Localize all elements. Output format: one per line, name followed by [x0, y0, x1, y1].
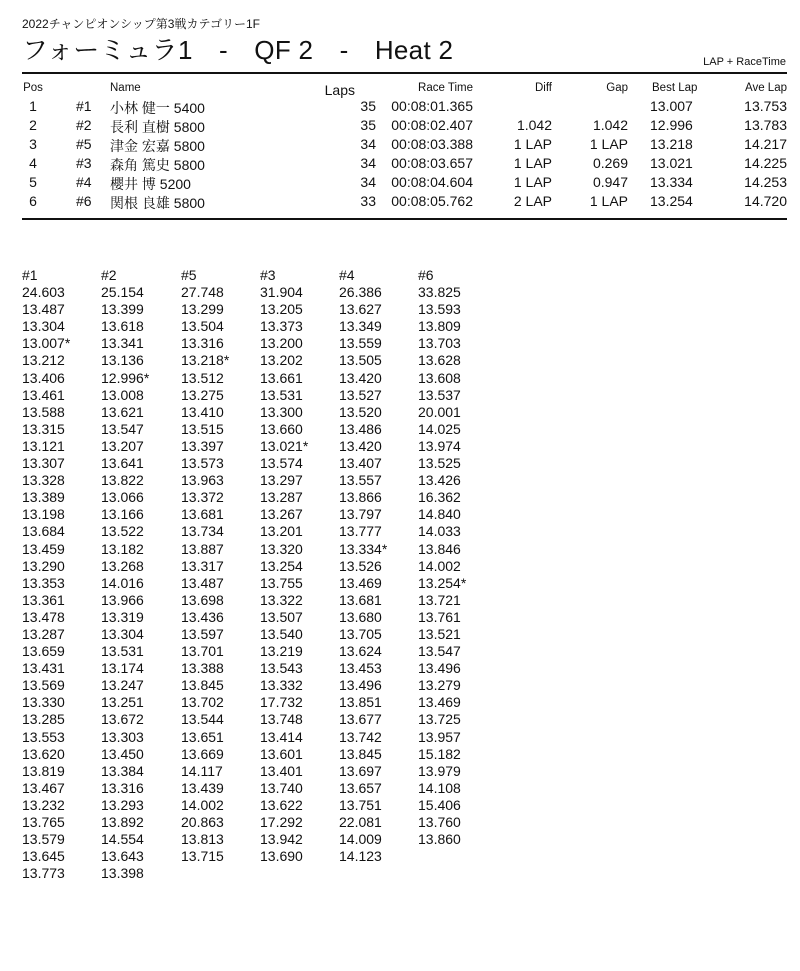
lap-time: 13.353	[22, 574, 65, 591]
lap-time: 13.328	[22, 472, 65, 489]
result-gap: 1.042	[592, 117, 628, 133]
lap-time: 13.979	[418, 762, 461, 779]
lap-time: 13.290	[22, 557, 65, 574]
lap-time: 13.822	[101, 472, 144, 489]
lap-time: 13.797	[339, 506, 382, 523]
lap-time: 13.268	[101, 557, 144, 574]
lap-time: 13.303	[101, 728, 144, 745]
lap-time: 13.621	[101, 403, 144, 420]
header-divider	[22, 72, 787, 74]
lap-time: 13.531	[260, 386, 303, 403]
lap-time: 13.300	[260, 403, 303, 420]
lap-time: 13.202	[260, 352, 303, 369]
result-gap: 0.947	[592, 174, 628, 190]
lap-time: 13.486	[339, 420, 382, 437]
lap-time: 13.372	[181, 489, 224, 506]
lap-time: 13.166	[101, 506, 144, 523]
lap-time: 13.320	[260, 540, 303, 557]
lap-time: 13.469	[418, 694, 461, 711]
lap-time: 13.459	[22, 540, 65, 557]
lap-time: 13.527	[339, 386, 382, 403]
lap-time: 13.453	[339, 660, 382, 677]
table-row	[22, 155, 787, 174]
lap-time: 13.680	[339, 608, 382, 625]
lap-time: 14.554	[101, 831, 144, 848]
lap-time: 13.974	[418, 437, 461, 454]
lap-time: 13.819	[22, 762, 65, 779]
lap-time: 13.659	[22, 643, 65, 660]
lap-time: 13.765	[22, 814, 65, 830]
result-pos: 3	[29, 136, 37, 152]
result-kart-number: #5	[76, 136, 92, 152]
lap-time: 13.212	[22, 352, 65, 369]
lap-time: 13.297	[260, 472, 303, 489]
lap-time: 13.205	[260, 301, 303, 318]
lap-time: 13.579	[22, 831, 65, 848]
lap-time: 13.681	[181, 506, 224, 523]
table-row	[22, 98, 787, 117]
result-laps: 35	[360, 117, 376, 133]
lap-time: 13.851	[339, 694, 382, 711]
lap-time: 13.401	[260, 762, 303, 779]
lap-time: 13.299	[181, 301, 224, 318]
lap-time: 13.414	[260, 728, 303, 745]
result-diff: 1 LAP	[513, 174, 552, 190]
result-best-lap: 13.254	[650, 193, 693, 209]
lap-time: 13.361	[22, 591, 65, 608]
lap-time: 13.287	[22, 625, 65, 642]
lap-time: 20.001	[418, 403, 461, 420]
event-subtitle: 2022チャンピオンシップ第3戦カテゴリー1F	[22, 17, 260, 31]
lap-time: 33.825	[418, 284, 461, 301]
result-pos: 5	[29, 174, 37, 190]
lap-time: 13.487	[181, 574, 224, 591]
lap-time: 13.207	[101, 437, 144, 454]
lap-time: 13.721	[418, 591, 461, 608]
result-race-time: 00:08:03.388	[391, 136, 473, 152]
results-divider	[22, 218, 787, 220]
lap-time: 13.330	[22, 694, 65, 711]
lap-time: 14.009	[339, 831, 382, 848]
lap-time: 13.267	[260, 506, 303, 523]
lap-time: 14.033	[418, 523, 461, 540]
lap-time: 13.341	[101, 335, 144, 352]
lap-time: 13.293	[101, 796, 144, 813]
result-laps: 34	[360, 174, 376, 190]
lap-time: 13.431	[22, 660, 65, 677]
result-kart-number: #2	[76, 117, 92, 133]
lap-time: 13.703	[418, 335, 461, 352]
result-race-time: 00:08:02.407	[391, 117, 473, 133]
column-header-laps: Laps	[324, 82, 355, 98]
lap-time: 13.287	[260, 489, 303, 506]
result-pos: 2	[29, 117, 37, 133]
lap-time: 13.136	[101, 352, 144, 369]
lap-time: 13.420	[339, 437, 382, 454]
lap-time: 13.773	[22, 865, 65, 882]
lap-time: 13.966	[101, 591, 144, 608]
lap-time: 13.332	[260, 677, 303, 694]
column-header-gap: Gap	[606, 82, 628, 94]
lap-time: 13.957	[418, 728, 461, 745]
result-diff: 2 LAP	[513, 193, 552, 209]
lap-time: 13.279	[418, 677, 461, 694]
lap-time: 15.406	[418, 796, 461, 813]
result-ave-lap: 14.225	[744, 155, 787, 171]
lap-time: 13.669	[181, 745, 224, 762]
column-header-best-lap: Best Lap	[652, 82, 698, 94]
lap-time: 13.315	[22, 420, 65, 437]
result-ave-lap: 14.720	[744, 193, 787, 209]
lap-time: 13.201	[260, 523, 303, 540]
result-gap: 0.269	[592, 155, 628, 171]
lap-time: 13.316	[101, 779, 144, 796]
lap-time: 13.681	[339, 591, 382, 608]
lap-time: 22.081	[339, 814, 382, 830]
result-pos: 6	[29, 193, 37, 209]
lap-time: 16.362	[418, 489, 461, 506]
lap-time: 13.531	[101, 643, 144, 660]
lap-time: 13.755	[260, 574, 303, 591]
lap-time: 13.544	[181, 711, 224, 728]
lap-time: 13.547	[418, 643, 461, 660]
lap-time: 13.813	[181, 831, 224, 848]
result-race-time: 00:08:03.657	[391, 155, 473, 171]
lap-time: 13.410	[181, 403, 224, 420]
lap-column	[101, 267, 181, 882]
result-pos: 1	[29, 98, 37, 114]
lap-time: 13.021*	[260, 437, 309, 454]
lap-time: 13.601	[260, 745, 303, 762]
lap-time: 13.275	[181, 386, 224, 403]
lap-time: 13.349	[339, 318, 382, 335]
lap-time: 13.219	[260, 643, 303, 660]
lap-time: 13.543	[260, 660, 303, 677]
result-laps: 35	[360, 98, 376, 114]
lap-time: 13.389	[22, 489, 65, 506]
lap-column-header: #2	[101, 267, 117, 283]
lap-time: 14.840	[418, 506, 461, 523]
lap-time: 13.715	[181, 848, 224, 865]
lap-time: 13.504	[181, 318, 224, 335]
result-race-time: 00:08:01.365	[391, 98, 473, 114]
lap-time: 13.254	[260, 557, 303, 574]
lap-time: 13.521	[418, 625, 461, 642]
lap-time: 13.547	[101, 420, 144, 437]
lap-time: 13.661	[260, 369, 303, 386]
result-kart-number: #4	[76, 174, 92, 190]
lap-time: 13.777	[339, 523, 382, 540]
lap-time: 13.553	[22, 728, 65, 745]
lap-time: 13.573	[181, 455, 224, 472]
result-best-lap: 13.007	[650, 98, 693, 114]
column-header-pos: Pos	[23, 82, 43, 94]
lap-time: 13.420	[339, 369, 382, 386]
result-ave-lap: 13.753	[744, 98, 787, 114]
result-driver-name: 櫻井 博 5200	[110, 176, 191, 192]
result-driver-name: 関根 良雄 5800	[110, 195, 205, 211]
lap-time: 13.845	[181, 677, 224, 694]
lap-time: 13.748	[260, 711, 303, 728]
lap-time: 14.108	[418, 779, 461, 796]
lap-time: 31.904	[260, 284, 303, 301]
result-race-time: 00:08:04.604	[391, 174, 473, 190]
lap-time: 13.285	[22, 711, 65, 728]
lap-time: 13.942	[260, 831, 303, 848]
result-laps: 34	[360, 136, 376, 152]
lap-column-header: #6	[418, 267, 434, 283]
lap-column	[22, 267, 102, 882]
lap-time: 13.469	[339, 574, 382, 591]
lap-time: 13.218*	[181, 352, 230, 369]
lap-time: 13.317	[181, 557, 224, 574]
lap-time: 13.620	[22, 745, 65, 762]
lap-time: 13.618	[101, 318, 144, 335]
lap-time: 14.025	[418, 420, 461, 437]
lap-time: 13.845	[339, 745, 382, 762]
lap-time: 15.182	[418, 745, 461, 762]
lap-time: 14.016	[101, 574, 144, 591]
lap-time: 24.603	[22, 284, 65, 301]
result-gap: 1 LAP	[589, 193, 628, 209]
lap-column	[181, 267, 261, 865]
lap-time: 13.254*	[418, 574, 467, 591]
lap-time: 13.450	[101, 745, 144, 762]
lap-time: 13.373	[260, 318, 303, 335]
lap-time: 13.507	[260, 608, 303, 625]
result-driver-name: 長利 直樹 5800	[110, 119, 205, 135]
lap-time: 13.608	[418, 369, 461, 386]
lap-time: 13.512	[181, 369, 224, 386]
lap-time: 13.660	[260, 420, 303, 437]
lap-time: 13.399	[101, 301, 144, 318]
lap-time: 13.702	[181, 694, 224, 711]
lap-time: 13.569	[22, 677, 65, 694]
lap-time: 13.496	[339, 677, 382, 694]
lap-time: 13.008	[101, 386, 144, 403]
lap-time: 13.525	[418, 455, 461, 472]
result-driver-name: 小林 健一 5400	[110, 100, 205, 116]
lap-time: 13.487	[22, 301, 65, 318]
results-header-row	[22, 82, 787, 98]
lap-time: 13.734	[181, 523, 224, 540]
lap-time: 13.697	[339, 762, 382, 779]
result-race-time: 00:08:05.762	[391, 193, 473, 209]
lap-time: 13.740	[260, 779, 303, 796]
lap-column	[260, 267, 340, 865]
table-row	[22, 117, 787, 136]
lap-time: 13.461	[22, 386, 65, 403]
result-best-lap: 13.218	[650, 136, 693, 152]
result-driver-name: 津金 宏嘉 5800	[110, 138, 205, 154]
lap-time: 13.651	[181, 728, 224, 745]
lap-time: 13.624	[339, 643, 382, 660]
result-driver-name: 森角 篤史 5800	[110, 157, 205, 173]
lap-time: 13.200	[260, 335, 303, 352]
lap-time: 13.439	[181, 779, 224, 796]
lap-time: 13.846	[418, 540, 461, 557]
lap-time: 27.748	[181, 284, 224, 301]
column-header-diff: Diff	[534, 82, 552, 94]
lap-time: 17.292	[260, 814, 303, 830]
lap-time: 13.892	[101, 814, 144, 830]
lap-time: 13.307	[22, 455, 65, 472]
lap-time: 13.316	[181, 335, 224, 352]
lap-time: 13.174	[101, 660, 144, 677]
lap-time: 13.645	[22, 848, 65, 865]
result-best-lap: 13.021	[650, 155, 693, 171]
result-best-lap: 13.334	[650, 174, 693, 190]
lap-time: 14.002	[181, 796, 224, 813]
result-kart-number: #1	[76, 98, 92, 114]
lap-time: 13.672	[101, 711, 144, 728]
result-ave-lap: 13.783	[744, 117, 787, 133]
column-header-ave-lap: Ave Lap	[745, 82, 787, 94]
lap-time: 13.478	[22, 608, 65, 625]
lap-time: 13.751	[339, 796, 382, 813]
lap-time: 13.690	[260, 848, 303, 865]
lap-time: 13.963	[181, 472, 224, 489]
result-diff: 1 LAP	[513, 136, 552, 152]
lap-time: 13.319	[101, 608, 144, 625]
lap-time: 17.732	[260, 694, 303, 711]
lap-time: 13.407	[339, 455, 382, 472]
table-row	[22, 193, 787, 212]
lap-time: 13.760	[418, 814, 461, 830]
lap-time: 13.809	[418, 318, 461, 335]
lap-time: 13.304	[101, 625, 144, 642]
lap-time: 13.593	[418, 301, 461, 318]
lap-time: 13.677	[339, 711, 382, 728]
lap-time: 26.386	[339, 284, 382, 301]
lap-time: 13.887	[181, 540, 224, 557]
result-kart-number: #6	[76, 193, 92, 209]
lap-column-header: #4	[339, 267, 355, 283]
results-table	[22, 82, 787, 212]
lap-time: 13.406	[22, 369, 65, 386]
result-pos: 4	[29, 155, 37, 171]
lap-time: 13.398	[101, 865, 144, 882]
result-laps: 33	[360, 193, 376, 209]
lap-time: 13.007*	[22, 335, 71, 352]
result-diff: 1 LAP	[513, 155, 552, 171]
table-row	[22, 174, 787, 193]
lap-time: 13.426	[418, 472, 461, 489]
result-gap: 1 LAP	[589, 136, 628, 152]
lap-column	[339, 267, 419, 865]
timing-mode-label: LAP + RaceTime	[703, 56, 786, 68]
lap-time: 13.496	[418, 660, 461, 677]
lap-column-header: #3	[260, 267, 276, 283]
result-best-lap: 12.996	[650, 117, 693, 133]
lap-time: 13.698	[181, 591, 224, 608]
lap-column-header: #1	[22, 267, 38, 283]
lap-time: 13.557	[339, 472, 382, 489]
result-ave-lap: 14.253	[744, 174, 787, 190]
lap-time: 13.761	[418, 608, 461, 625]
lap-time: 13.232	[22, 796, 65, 813]
lap-time: 14.117	[181, 762, 223, 779]
lap-time: 13.684	[22, 523, 65, 540]
lap-time: 20.863	[181, 814, 224, 830]
lap-time: 13.182	[101, 540, 144, 557]
result-diff: 1.042	[516, 117, 552, 133]
lap-time: 13.247	[101, 677, 144, 694]
lap-time: 13.251	[101, 694, 144, 711]
lap-time: 13.322	[260, 591, 303, 608]
lap-time: 13.304	[22, 318, 65, 335]
lap-time: 13.622	[260, 796, 303, 813]
lap-time: 13.588	[22, 403, 65, 420]
lap-time: 13.628	[418, 352, 461, 369]
lap-time: 13.701	[181, 643, 224, 660]
lap-time: 13.725	[418, 711, 461, 728]
lap-time: 13.574	[260, 455, 303, 472]
lap-time: 13.705	[339, 625, 382, 642]
lap-time: 13.384	[101, 762, 144, 779]
lap-time: 13.397	[181, 437, 224, 454]
lap-time: 13.198	[22, 506, 65, 523]
lap-time: 13.597	[181, 625, 224, 642]
lap-time: 13.334*	[339, 540, 388, 557]
result-ave-lap: 14.217	[744, 136, 787, 152]
lap-time: 13.520	[339, 403, 382, 420]
lap-time: 13.121	[22, 437, 65, 454]
lap-time: 13.467	[22, 779, 65, 796]
column-header-name: Name	[110, 82, 141, 94]
lap-time: 13.559	[339, 335, 382, 352]
page-title: フォーミュラ1 - QF 2 - Heat 2	[22, 35, 454, 65]
lap-time: 13.860	[418, 831, 461, 848]
lap-column	[418, 267, 498, 848]
lap-time: 12.996*	[101, 369, 150, 386]
lap-time: 13.522	[101, 523, 144, 540]
lap-time: 13.526	[339, 557, 382, 574]
lap-time: 13.515	[181, 420, 224, 437]
lap-time: 13.505	[339, 352, 382, 369]
lap-time: 13.540	[260, 625, 303, 642]
result-laps: 34	[360, 155, 376, 171]
lap-time: 13.066	[101, 489, 144, 506]
lap-time: 13.436	[181, 608, 224, 625]
lap-time: 13.641	[101, 455, 144, 472]
lap-time: 25.154	[101, 284, 144, 301]
lap-time: 13.537	[418, 386, 461, 403]
lap-time: 14.123	[339, 848, 382, 865]
lap-time: 13.388	[181, 660, 224, 677]
result-kart-number: #3	[76, 155, 92, 171]
lap-time: 13.742	[339, 728, 382, 745]
lap-time: 14.002	[418, 557, 461, 574]
lap-time: 13.627	[339, 301, 382, 318]
lap-column-header: #5	[181, 267, 197, 283]
lap-time: 13.866	[339, 489, 382, 506]
column-header-race-time: Race Time	[418, 82, 473, 94]
lap-time: 13.643	[101, 848, 144, 865]
table-row	[22, 136, 787, 155]
lap-time: 13.657	[339, 779, 382, 796]
